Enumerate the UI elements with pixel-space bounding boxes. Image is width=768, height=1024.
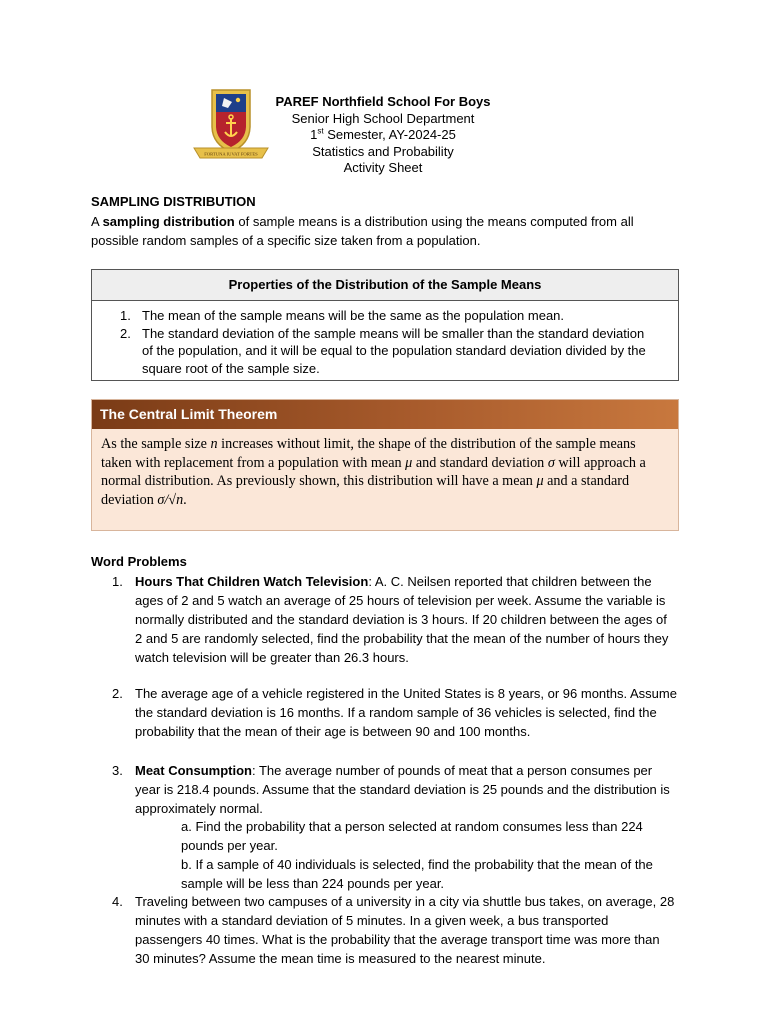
properties-heading: Properties of the Distribution of the Sample Means bbox=[92, 270, 678, 301]
semester: 1st Semester, AY-2024-25 bbox=[310, 126, 456, 142]
problem-2: 2. The average age of a vehicle registered in the United States is 8 years, or 96 months. Assume the standard deviation is 16 months. If a random sample of 36 vehicles is selected, find the probability that the mean of their age is between 90 and 100 months. bbox=[112, 686, 677, 739]
clt-heading: The Central Limit Theorem bbox=[92, 400, 678, 429]
document-type: Activity Sheet bbox=[343, 160, 423, 175]
word-problems-title: Word Problems bbox=[91, 554, 187, 569]
school-info bbox=[258, 94, 508, 177]
school-name: PAREF Northfield School For Boys bbox=[275, 94, 491, 109]
problem-3a: a. Find the probability that a person selected at random consumes less than 224 pounds per year. bbox=[181, 819, 643, 853]
section-title-sampling: SAMPLING DISTRIBUTION bbox=[91, 194, 256, 209]
properties-list bbox=[92, 307, 678, 377]
list-item: 2. The standard deviation of the sample means will be smaller than the standard deviation of the population, and it will be equal to the population standard deviation divided by the square root of the sample size. bbox=[120, 325, 646, 376]
properties-box bbox=[91, 269, 679, 381]
svg-text:FORTUNA IUVAT FORTES: FORTUNA IUVAT FORTES bbox=[204, 151, 258, 157]
subject: Statistics and Probability bbox=[312, 143, 454, 159]
clt-statement: As the sample size n increases without limit, the shape of the distribution of the sample means taken with replacement from a population with mean μ and standard deviation σ will approach a normal distribution. As previously shown, this distribution will have a mean μ and a standard deviation σ/√n. bbox=[101, 436, 646, 508]
department: Senior High School Department bbox=[291, 110, 475, 126]
problem-1: 1. Hours That Children Watch Television: A. C. Neilsen reported that children between the ages of 2 and 5 watch an average of 25 hours of television per week. Assume the variable is normally distributed and the standard deviation is 3 hours. If 20 children between the ages of 2 and 5 are randomly selected, find the probability that the mean of the number of hours they watch television will be greater than 26.3 hours. bbox=[112, 574, 669, 665]
problem-3b: b. If a sample of 40 individuals is selected, find the probability that the mean of the sample will be less than 224 pounds per year. bbox=[181, 857, 653, 891]
clt-box bbox=[91, 399, 679, 531]
list-item: 1. The mean of the sample means will be the same as the population mean. bbox=[120, 308, 565, 323]
sampling-definition: A sampling distribution of sample means is a distribution using the means computed from all possible random samples of a specific size taken from a population. bbox=[91, 214, 634, 248]
problem-4: 4. Traveling between two campuses of a university in a city via shuttle bus takes, on average, 28 minutes with a standard deviation of 5 minutes. In a given week, a bus transported passengers 40 times. What is the probability that the average transport time was more than 30 minutes? Assume the mean time is measured to the nearest minute. bbox=[112, 894, 675, 966]
problem-3: 3. Meat Consumption: The average number of pounds of meat that a person consumes per year is 218.4 pounds. Assume that the standard deviation is 25 pounds and the distribution is approximately normal. bbox=[112, 763, 670, 816]
document-header bbox=[0, 88, 768, 188]
